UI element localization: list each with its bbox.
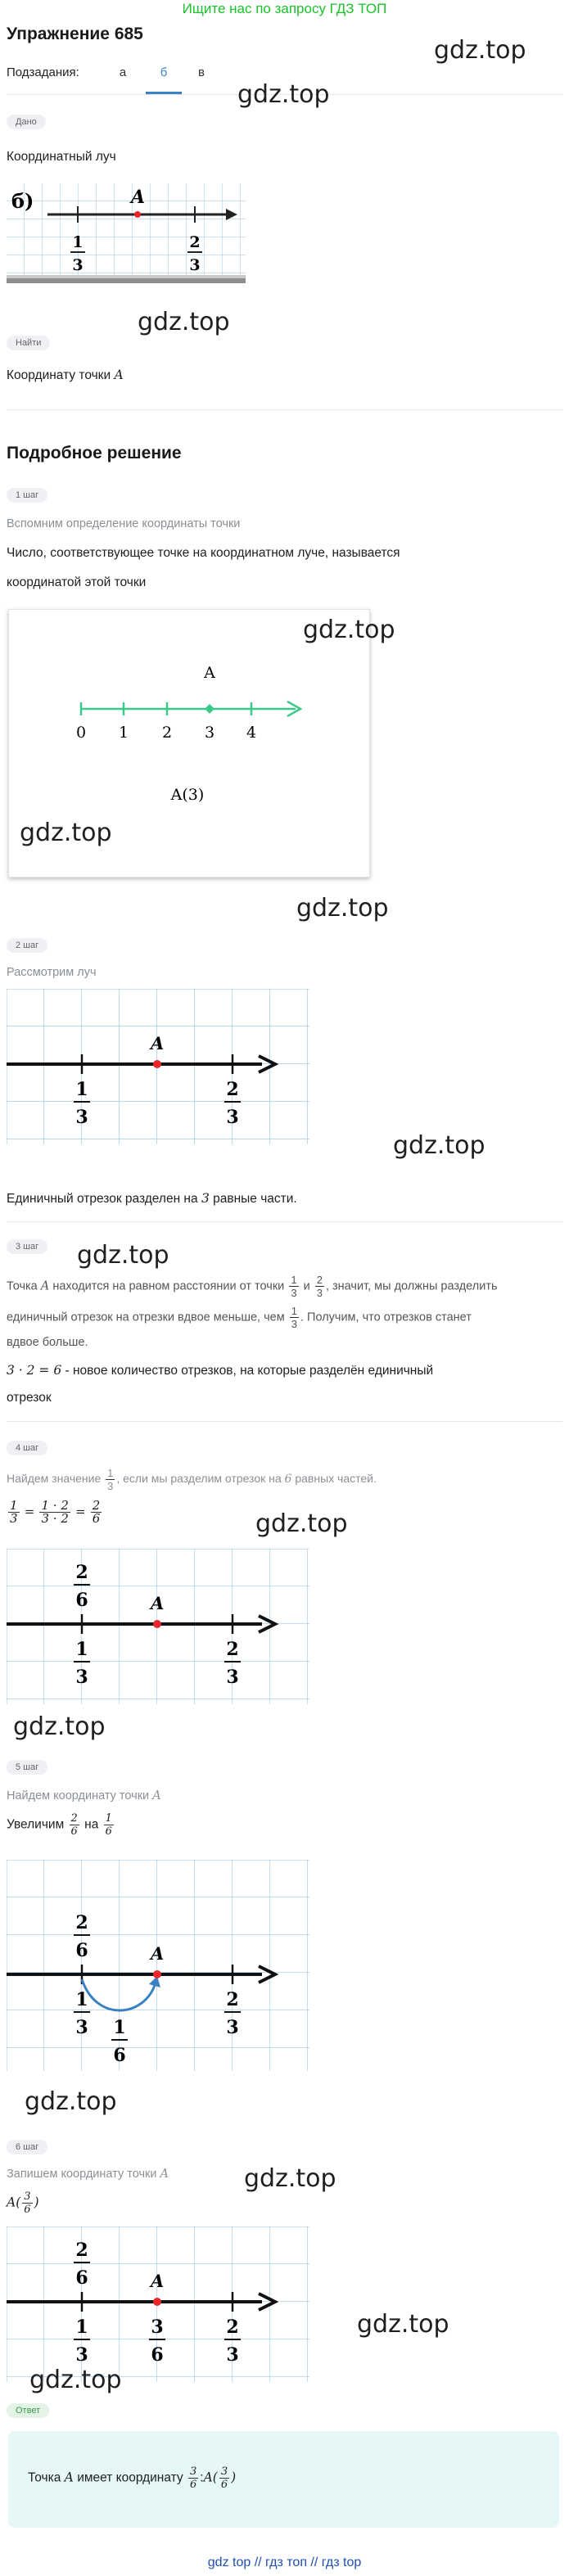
step5-tag: 5 шаг (7, 1760, 47, 1775)
step5-text-b: на (84, 1817, 99, 1832)
frac-den: 3 (75, 1107, 88, 1128)
step2-num: 3 (201, 1191, 210, 1206)
watermark: gdz.top (25, 2087, 117, 2116)
subtasks-label: Подзадания: (7, 65, 79, 79)
step4-hint (7, 1467, 377, 1492)
watermark: gdz.top (393, 1131, 485, 1160)
frac-num: 2 (92, 1498, 101, 1513)
step4-figure (7, 1549, 309, 1704)
frac-num: 1 (75, 1989, 88, 2010)
frac-den: 6 (75, 1940, 88, 1961)
step6-hint (7, 2168, 169, 2181)
watermark: gdz.top (20, 819, 112, 847)
answer-text-b: имеет координату (77, 2470, 183, 2485)
frac-den: 3 (226, 1107, 239, 1128)
fraction (315, 1274, 324, 1299)
step3-var: A (40, 1279, 50, 1293)
step1-hint: Вспомним определение координаты точки (7, 517, 241, 530)
equals-sign: = (24, 1504, 35, 1519)
watermark: gdz.top (357, 2310, 449, 2339)
frac-den: 3 (189, 256, 201, 274)
watermark: gdz.top (255, 1509, 348, 1538)
frac-num: 2 (70, 1812, 78, 1825)
tab-a[interactable]: а (119, 65, 127, 79)
part-letter: б) (11, 189, 34, 213)
step3-equation (7, 1359, 433, 1383)
frac-den: 6 (220, 2479, 228, 2491)
step3-text: Точка (7, 1279, 38, 1293)
frac-num: 2 (226, 1639, 239, 1660)
watermark: gdz.top (303, 616, 395, 644)
step4-equation (7, 1500, 103, 1525)
frac-num: 2 (75, 2240, 88, 2261)
point-label: A (151, 2271, 165, 2291)
fraction (104, 1812, 114, 1838)
fraction (290, 1305, 299, 1330)
point-label: A (151, 1593, 165, 1613)
frac-num: 1 (107, 1467, 114, 1479)
step4-hint-text: Найдем значение (7, 1472, 102, 1486)
step6-hint-text: Запишем координату точки (7, 2168, 157, 2181)
step4-hint-num: 6 (284, 1473, 292, 1487)
point-label: A (151, 1033, 165, 1053)
frac-num: 1 (75, 1639, 88, 1660)
step4-tag: 4 шаг (7, 1441, 47, 1455)
frac-num: 1 (10, 1498, 18, 1513)
step4-hint-text: равных частей. (295, 1472, 377, 1486)
step2-text-a: Единичный отрезок разделен на (7, 1192, 198, 1206)
frac-num: 1 (291, 1274, 297, 1286)
answer-var: A (203, 2470, 213, 2485)
ray-tick-label: 1 (118, 724, 129, 742)
watermark: gdz.top (244, 2164, 336, 2193)
ray-tick-label: 3 (204, 724, 215, 742)
point-label: A (151, 1943, 165, 1964)
step5-figure (7, 1860, 309, 2071)
frac-num: 1 · 2 (41, 1498, 69, 1513)
equation-text: - новое количество отрезков, на которые разделён единичный (65, 1364, 434, 1378)
fraction (39, 1500, 70, 1525)
watermark: gdz.top (13, 1712, 106, 1741)
step3-text: единичный отрезок на отрезки вдвое меньше, чем (7, 1311, 285, 1324)
frac-den: 3 (226, 1667, 239, 1688)
frac-den: 3 (75, 2344, 88, 2366)
find-var: A (114, 368, 124, 382)
section-divider (7, 409, 562, 410)
fraction (70, 1812, 79, 1838)
frac-num: 1 (105, 1812, 112, 1825)
given-text: Координатный луч (7, 150, 116, 164)
frac-num: 3 (189, 2465, 197, 2478)
step-divider (7, 1421, 562, 1422)
step3-text: и (303, 1279, 310, 1293)
answer-var: A (64, 2470, 74, 2485)
frac-den: 3 (72, 256, 84, 274)
step6-result: A( $\frac{3}{6}$ ) (7, 2190, 39, 2216)
frac-num: 3 (24, 2190, 31, 2203)
step3-text: , значит, мы должны разделить (325, 1279, 498, 1293)
page-title: Упражнение 685 (7, 25, 143, 43)
answer-text-a: Точка (28, 2470, 61, 2485)
ray-tick-label: 0 (75, 724, 87, 742)
find-label: Координату точки (7, 368, 111, 382)
step3-line2 (7, 1305, 472, 1330)
step1-tag: 1 шаг (7, 488, 47, 503)
frac-den: 6 (189, 2479, 197, 2491)
step3-line3: вдвое больше. (7, 1336, 88, 1349)
step2-hint: Рассмотрим луч (7, 966, 97, 979)
top-banner[interactable]: Ищите нас по запросу ГДЗ ТОП (182, 1, 387, 16)
frac-den: 3 (291, 1287, 297, 1299)
solution-title: Подробное решение (7, 444, 182, 462)
fraction (106, 1467, 115, 1492)
frac-den: 6 (75, 2267, 88, 2289)
point-label: A (131, 187, 146, 208)
frac-num: 2 (75, 1912, 88, 1933)
frac-num: 1 (75, 1079, 88, 1100)
step5-hint-text: Найдем координату точки (7, 1789, 150, 1802)
frac-den: 6 (70, 1825, 78, 1838)
footer-links[interactable]: gdz top // гдз топ // гдз top (207, 2556, 362, 2569)
frac-den: 6 (24, 2204, 31, 2216)
step3-text: . Получим, что отрезков станет (300, 1311, 472, 1324)
equals-sign: = (75, 1504, 86, 1519)
step2-text-b: равные части. (213, 1192, 297, 1206)
fraction (8, 1500, 20, 1525)
fraction (188, 2465, 198, 2491)
find-tag: Найти (7, 336, 50, 350)
frac-den: 3 (316, 1287, 323, 1299)
frac-num: 1 (113, 2017, 126, 2038)
frac-num: 2 (189, 233, 201, 251)
frac-num: 1 (72, 233, 84, 251)
watermark: gdz.top (296, 894, 389, 923)
frac-num: 1 (291, 1305, 297, 1317)
frac-num: 2 (226, 1079, 239, 1100)
frac-den: 6 (75, 1590, 88, 1611)
watermark: gdz.top (237, 80, 330, 109)
answer-tag: Ответ (7, 2403, 49, 2418)
find-text (7, 363, 124, 387)
tab-v[interactable]: в (198, 65, 205, 79)
ray-tick-label: 2 (161, 724, 173, 742)
answer-text: Точка A имеет координату $\frac{3}{6}$ :A( $\frac{3}{6}$ ) (28, 2465, 237, 2491)
frac-num: 2 (75, 1562, 88, 1583)
given-figure (7, 183, 246, 283)
frac-den: 3 (75, 2017, 88, 2038)
step1-line1: Число, соответствующее точке на координатном луче, называется (7, 546, 400, 560)
step6-tag: 6 шаг (7, 2140, 47, 2154)
frac-num: 2 (316, 1274, 323, 1286)
frac-num: 2 (226, 2317, 239, 2338)
step5-hint (7, 1789, 161, 1802)
frac-den: 3 (10, 1511, 18, 1526)
frac-den: 3 · 2 (41, 1511, 69, 1526)
fraction (219, 2465, 229, 2491)
fraction (22, 2190, 32, 2216)
fraction (289, 1274, 298, 1299)
step5-text-a: Увеличим (7, 1817, 65, 1832)
frac-den: 3 (107, 1480, 114, 1492)
step3-text: находится на равном расстоянии от точки (52, 1279, 285, 1293)
step6-hint-var: A (160, 2168, 169, 2181)
equation: 3 · 2 = 6 (7, 1363, 62, 1378)
frac-den: 3 (291, 1318, 297, 1330)
step2-figure (7, 989, 309, 1144)
step1-line2: координатой этой точки (7, 575, 147, 589)
answer-box (8, 2431, 559, 2528)
step3-equation-line2: отрезок (7, 1391, 52, 1405)
frac-den: 3 (75, 1667, 88, 1688)
result-var: A (7, 2195, 16, 2210)
watermark: gdz.top (77, 1241, 169, 1270)
watermark: gdz.top (29, 2366, 122, 2394)
frac-num: 1 (75, 2317, 88, 2338)
step2-text (7, 1187, 297, 1211)
ray-point-label: A (204, 664, 215, 682)
tab-b[interactable]: б (160, 65, 168, 79)
frac-den: 6 (92, 1511, 101, 1526)
step5-hint-var: A (152, 1789, 161, 1802)
step5-text (7, 1812, 115, 1838)
frac-den: 6 (105, 1825, 112, 1838)
watermark: gdz.top (434, 36, 526, 65)
step4-hint-text: , если мы разделим отрезок на (116, 1472, 282, 1486)
watermark: gdz.top (138, 308, 230, 336)
frac-den: 6 (113, 2045, 126, 2066)
frac-den: 3 (226, 2017, 239, 2038)
given-tag: Дано (7, 115, 46, 129)
frac-den: 3 (226, 2344, 239, 2366)
step2-tag: 2 шаг (7, 938, 47, 953)
frac-num: 2 (226, 1989, 239, 2010)
step3-line1 (7, 1274, 498, 1299)
step-divider (7, 1221, 562, 1222)
fraction (91, 1500, 102, 1525)
step6-figure (7, 2226, 309, 2382)
answer-colon: : (200, 2470, 204, 2485)
ray-tick-label: 4 (246, 724, 257, 742)
frac-num: 3 (151, 2317, 164, 2338)
frac-num: 3 (220, 2465, 228, 2478)
ray-caption: A(3) (170, 786, 205, 804)
step3-tag: 3 шаг (7, 1239, 47, 1254)
frac-den: 6 (151, 2344, 164, 2366)
